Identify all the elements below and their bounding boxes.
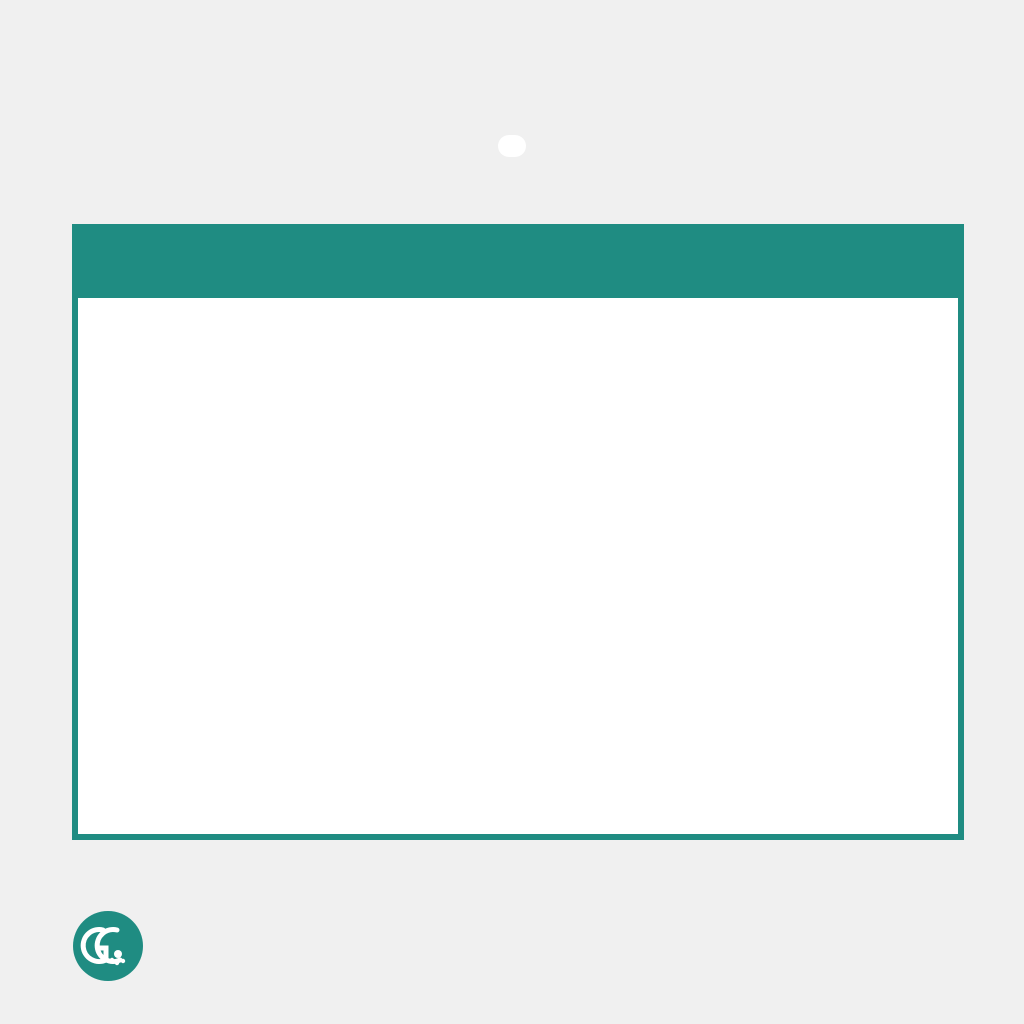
contacts-table	[72, 224, 964, 840]
poster-title	[0, 78, 1024, 188]
table-header	[78, 230, 958, 298]
ggi-logo-icon	[72, 910, 144, 982]
